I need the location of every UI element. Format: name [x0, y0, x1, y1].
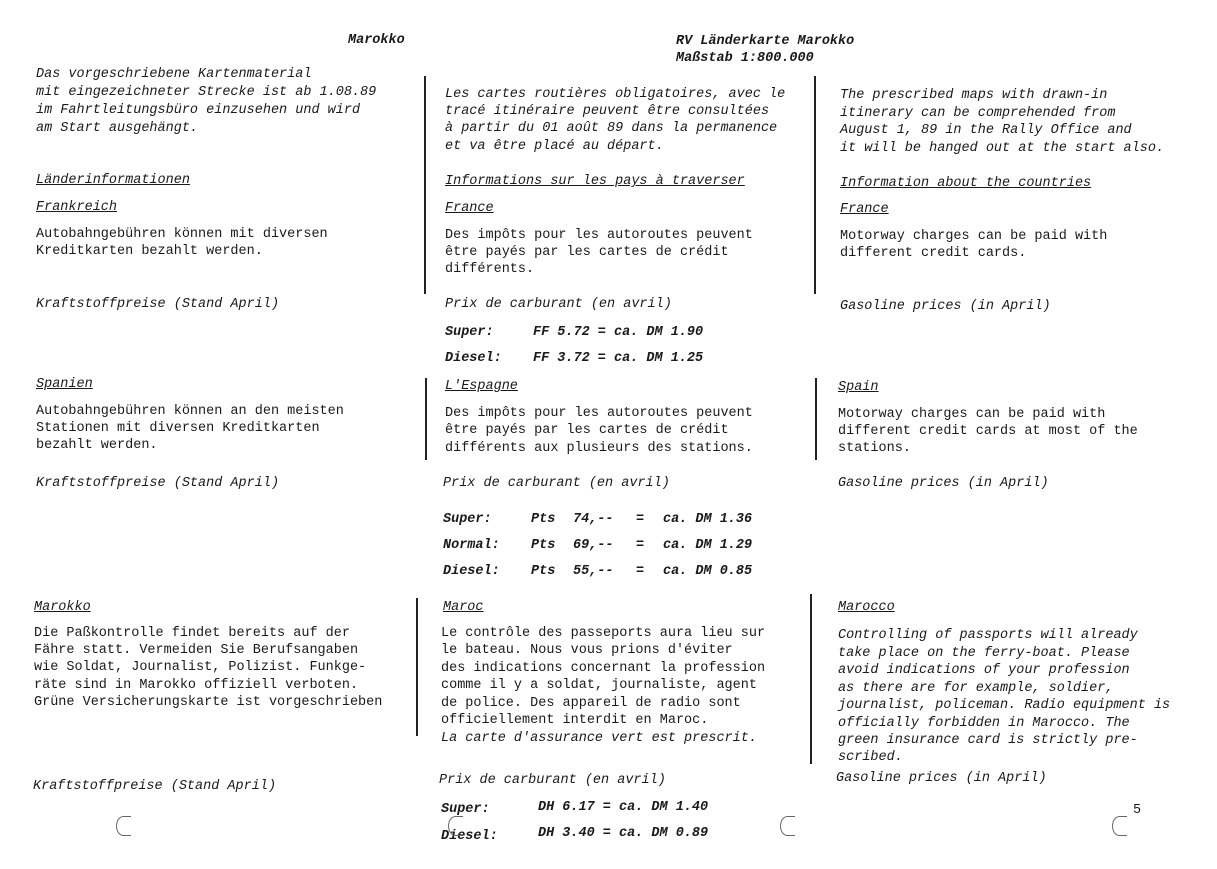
de-morocco-text: Die Paßkontrolle findet bereits auf der [34, 626, 350, 641]
fr-morocco-text: La carte d'assurance vert est prescrit. [441, 731, 757, 746]
en-morocco-text: take place on the ferry-boat. Please [838, 646, 1130, 661]
en-morocco-text: avoid indications of your profession [838, 663, 1130, 678]
column-divider [416, 598, 418, 736]
en-france-heading: France [840, 202, 889, 217]
en-morocco-text: as there are for example, soldier, [838, 681, 1114, 696]
fr-morocco-heading: Maroc [443, 600, 484, 615]
fr-intro-line: et va être placé au départ. [445, 139, 664, 154]
column-divider [815, 378, 817, 460]
fr-spain-heading: L'Espagne [445, 379, 518, 394]
column-divider [814, 76, 816, 294]
de-france-text: Kreditkarten bezahlt werden. [36, 244, 263, 259]
fr-france-price-value: FF 3.72 = ca. DM 1.25 [533, 351, 704, 366]
de-morocco-fuel-label: Kraftstoffpreise (Stand April) [33, 779, 277, 794]
de-intro-line: im Fahrtleitungsbüro einzusehen und wird [36, 103, 361, 118]
fr-intro-line: Les cartes routières obligatoires, avec le [445, 87, 786, 102]
punch-hole-mark [448, 816, 463, 836]
en-spain-text: different credit cards at most of the [838, 424, 1138, 439]
fr-spain-price-equals: = [636, 564, 645, 579]
en-intro-line: it will be hanged out at the start also. [840, 141, 1165, 156]
de-morocco-text: Fähre statt. Vermeiden Sie Berufsangaben [34, 643, 359, 658]
de-spain-text: Stationen mit diversen Kreditkarten [36, 421, 320, 436]
fr-france-text: différents. [445, 262, 535, 277]
punch-hole-mark [116, 816, 131, 836]
en-spain-heading: Spain [838, 380, 879, 395]
fr-spain-price-amount: 69,-- [573, 538, 614, 553]
fr-france-text: Des impôts pour les autoroutes peuvent [445, 228, 753, 243]
column-divider [424, 76, 426, 294]
fr-morocco-fuel-label: Prix de carburant (en avril) [439, 773, 666, 788]
en-spain-text: Motorway charges can be paid with [838, 407, 1106, 422]
de-intro-line: Das vorgeschriebene Kartenmaterial [36, 67, 312, 82]
fr-spain-price-label: Super: [443, 512, 492, 527]
fr-morocco-price-value: DH 3.40 = ca. DM 0.89 [538, 826, 709, 841]
en-morocco-text: green insurance card is strictly pre- [838, 733, 1138, 748]
fr-spain-price-dm: ca. DM 1.36 [663, 512, 753, 527]
fr-france-heading: France [445, 201, 494, 216]
fr-spain-price-label: Normal: [443, 538, 500, 553]
fr-spain-price-currency: Pts [531, 538, 556, 553]
fr-france-price-label: Super: [445, 325, 494, 340]
de-morocco-text: wie Soldat, Journalist, Polizist. Funkge- [34, 660, 367, 675]
de-morocco-text: räte sind in Marokko offiziell verboten. [34, 678, 359, 693]
de-spain-heading: Spanien [36, 377, 93, 392]
fr-morocco-price-value: DH 6.17 = ca. DM 1.40 [538, 800, 709, 815]
fr-spain-price-equals: = [636, 512, 645, 527]
fr-spain-price-currency: Pts [531, 512, 556, 527]
fr-spain-text: être payés par les cartes de crédit [445, 423, 729, 438]
fr-spain-price-equals: = [636, 538, 645, 553]
en-france-fuel-label: Gasoline prices (in April) [840, 299, 1051, 314]
fr-spain-price-dm: ca. DM 1.29 [663, 538, 753, 553]
en-spain-text: stations. [838, 441, 911, 456]
fr-morocco-text: le bateau. Nous vous prions d'éviter [441, 643, 733, 658]
header-scale: Maßstab 1:800.000 [676, 51, 814, 66]
fr-morocco-text: comme il y a soldat, journaliste, agent [441, 678, 757, 693]
en-morocco-text: journalist, policeman. Radio equipment is [838, 698, 1171, 713]
de-spain-fuel-label: Kraftstoffpreise (Stand April) [36, 476, 280, 491]
en-france-text: Motorway charges can be paid with [840, 229, 1108, 244]
de-intro-line: mit eingezeichneter Strecke ist ab 1.08.89 [36, 85, 377, 100]
fr-france-text: être payés par les cartes de crédit [445, 245, 729, 260]
punch-hole-mark [1112, 816, 1127, 836]
fr-morocco-price-label: Diesel: [441, 829, 498, 844]
fr-spain-text: Des impôts pour les autoroutes peuvent [445, 406, 753, 421]
fr-morocco-text: Le contrôle des passeports aura lieu sur [441, 626, 766, 641]
fr-morocco-text: officiellement interdit en Maroc. [441, 713, 709, 728]
fr-intro-line: à partir du 01 août 89 dans la permanence [445, 121, 778, 136]
en-section-heading: Information about the countries [840, 176, 1092, 191]
en-morocco-heading: Marocco [838, 600, 895, 615]
fr-france-price-label: Diesel: [445, 351, 502, 366]
fr-morocco-text: des indications concernant la profession [441, 661, 766, 676]
de-spain-text: Autobahngebühren können an den meisten [36, 404, 344, 419]
fr-section-heading: Informations sur les pays à traverser [445, 174, 745, 189]
en-spain-fuel-label: Gasoline prices (in April) [838, 476, 1049, 491]
en-morocco-text: scribed. [838, 750, 903, 765]
en-intro-line: August 1, 89 in the Rally Office and [840, 123, 1132, 138]
de-spain-text: bezahlt werden. [36, 438, 158, 453]
de-france-text: Autobahngebühren können mit diversen [36, 227, 328, 242]
de-france-fuel-label: Kraftstoffpreise (Stand April) [36, 297, 280, 312]
de-france-heading: Frankreich [36, 200, 118, 215]
page-number: 5 [1133, 803, 1142, 818]
en-france-text: different credit cards. [840, 246, 1027, 261]
fr-spain-fuel-label: Prix de carburant (en avril) [443, 476, 670, 491]
header-right-title: RV Länderkarte Marokko [676, 34, 855, 49]
header-left-title: Marokko [348, 33, 405, 48]
en-intro-line: The prescribed maps with drawn-in [840, 88, 1108, 103]
en-intro-line: itinerary can be comprehended from [840, 106, 1116, 121]
column-divider [425, 378, 427, 460]
fr-morocco-price-label: Super: [441, 802, 490, 817]
de-morocco-text: Grüne Versicherungskarte ist vorgeschrieben [34, 695, 383, 710]
de-intro-line: am Start ausgehängt. [36, 121, 199, 136]
column-divider [810, 594, 812, 764]
fr-france-fuel-label: Prix de carburant (en avril) [445, 297, 672, 312]
fr-spain-price-amount: 55,-- [573, 564, 614, 579]
en-morocco-fuel-label: Gasoline prices (in April) [836, 771, 1047, 786]
fr-spain-price-label: Diesel: [443, 564, 500, 579]
fr-intro-line: tracé itinéraire peuvent être consultées [445, 104, 770, 119]
en-morocco-text: officially forbidden in Marocco. The [838, 716, 1130, 731]
fr-morocco-text: de police. Des appareil de radio sont [441, 696, 741, 711]
fr-spain-price-amount: 74,-- [573, 512, 614, 527]
de-section-heading: Länderinformationen [36, 173, 190, 188]
de-morocco-heading: Marokko [34, 600, 91, 615]
fr-spain-price-dm: ca. DM 0.85 [663, 564, 753, 579]
en-morocco-text: Controlling of passports will already [838, 628, 1138, 643]
fr-spain-text: différents aux plusieurs des stations. [445, 441, 753, 456]
fr-spain-price-currency: Pts [531, 564, 556, 579]
fr-france-price-value: FF 5.72 = ca. DM 1.90 [533, 325, 704, 340]
punch-hole-mark [780, 816, 795, 836]
